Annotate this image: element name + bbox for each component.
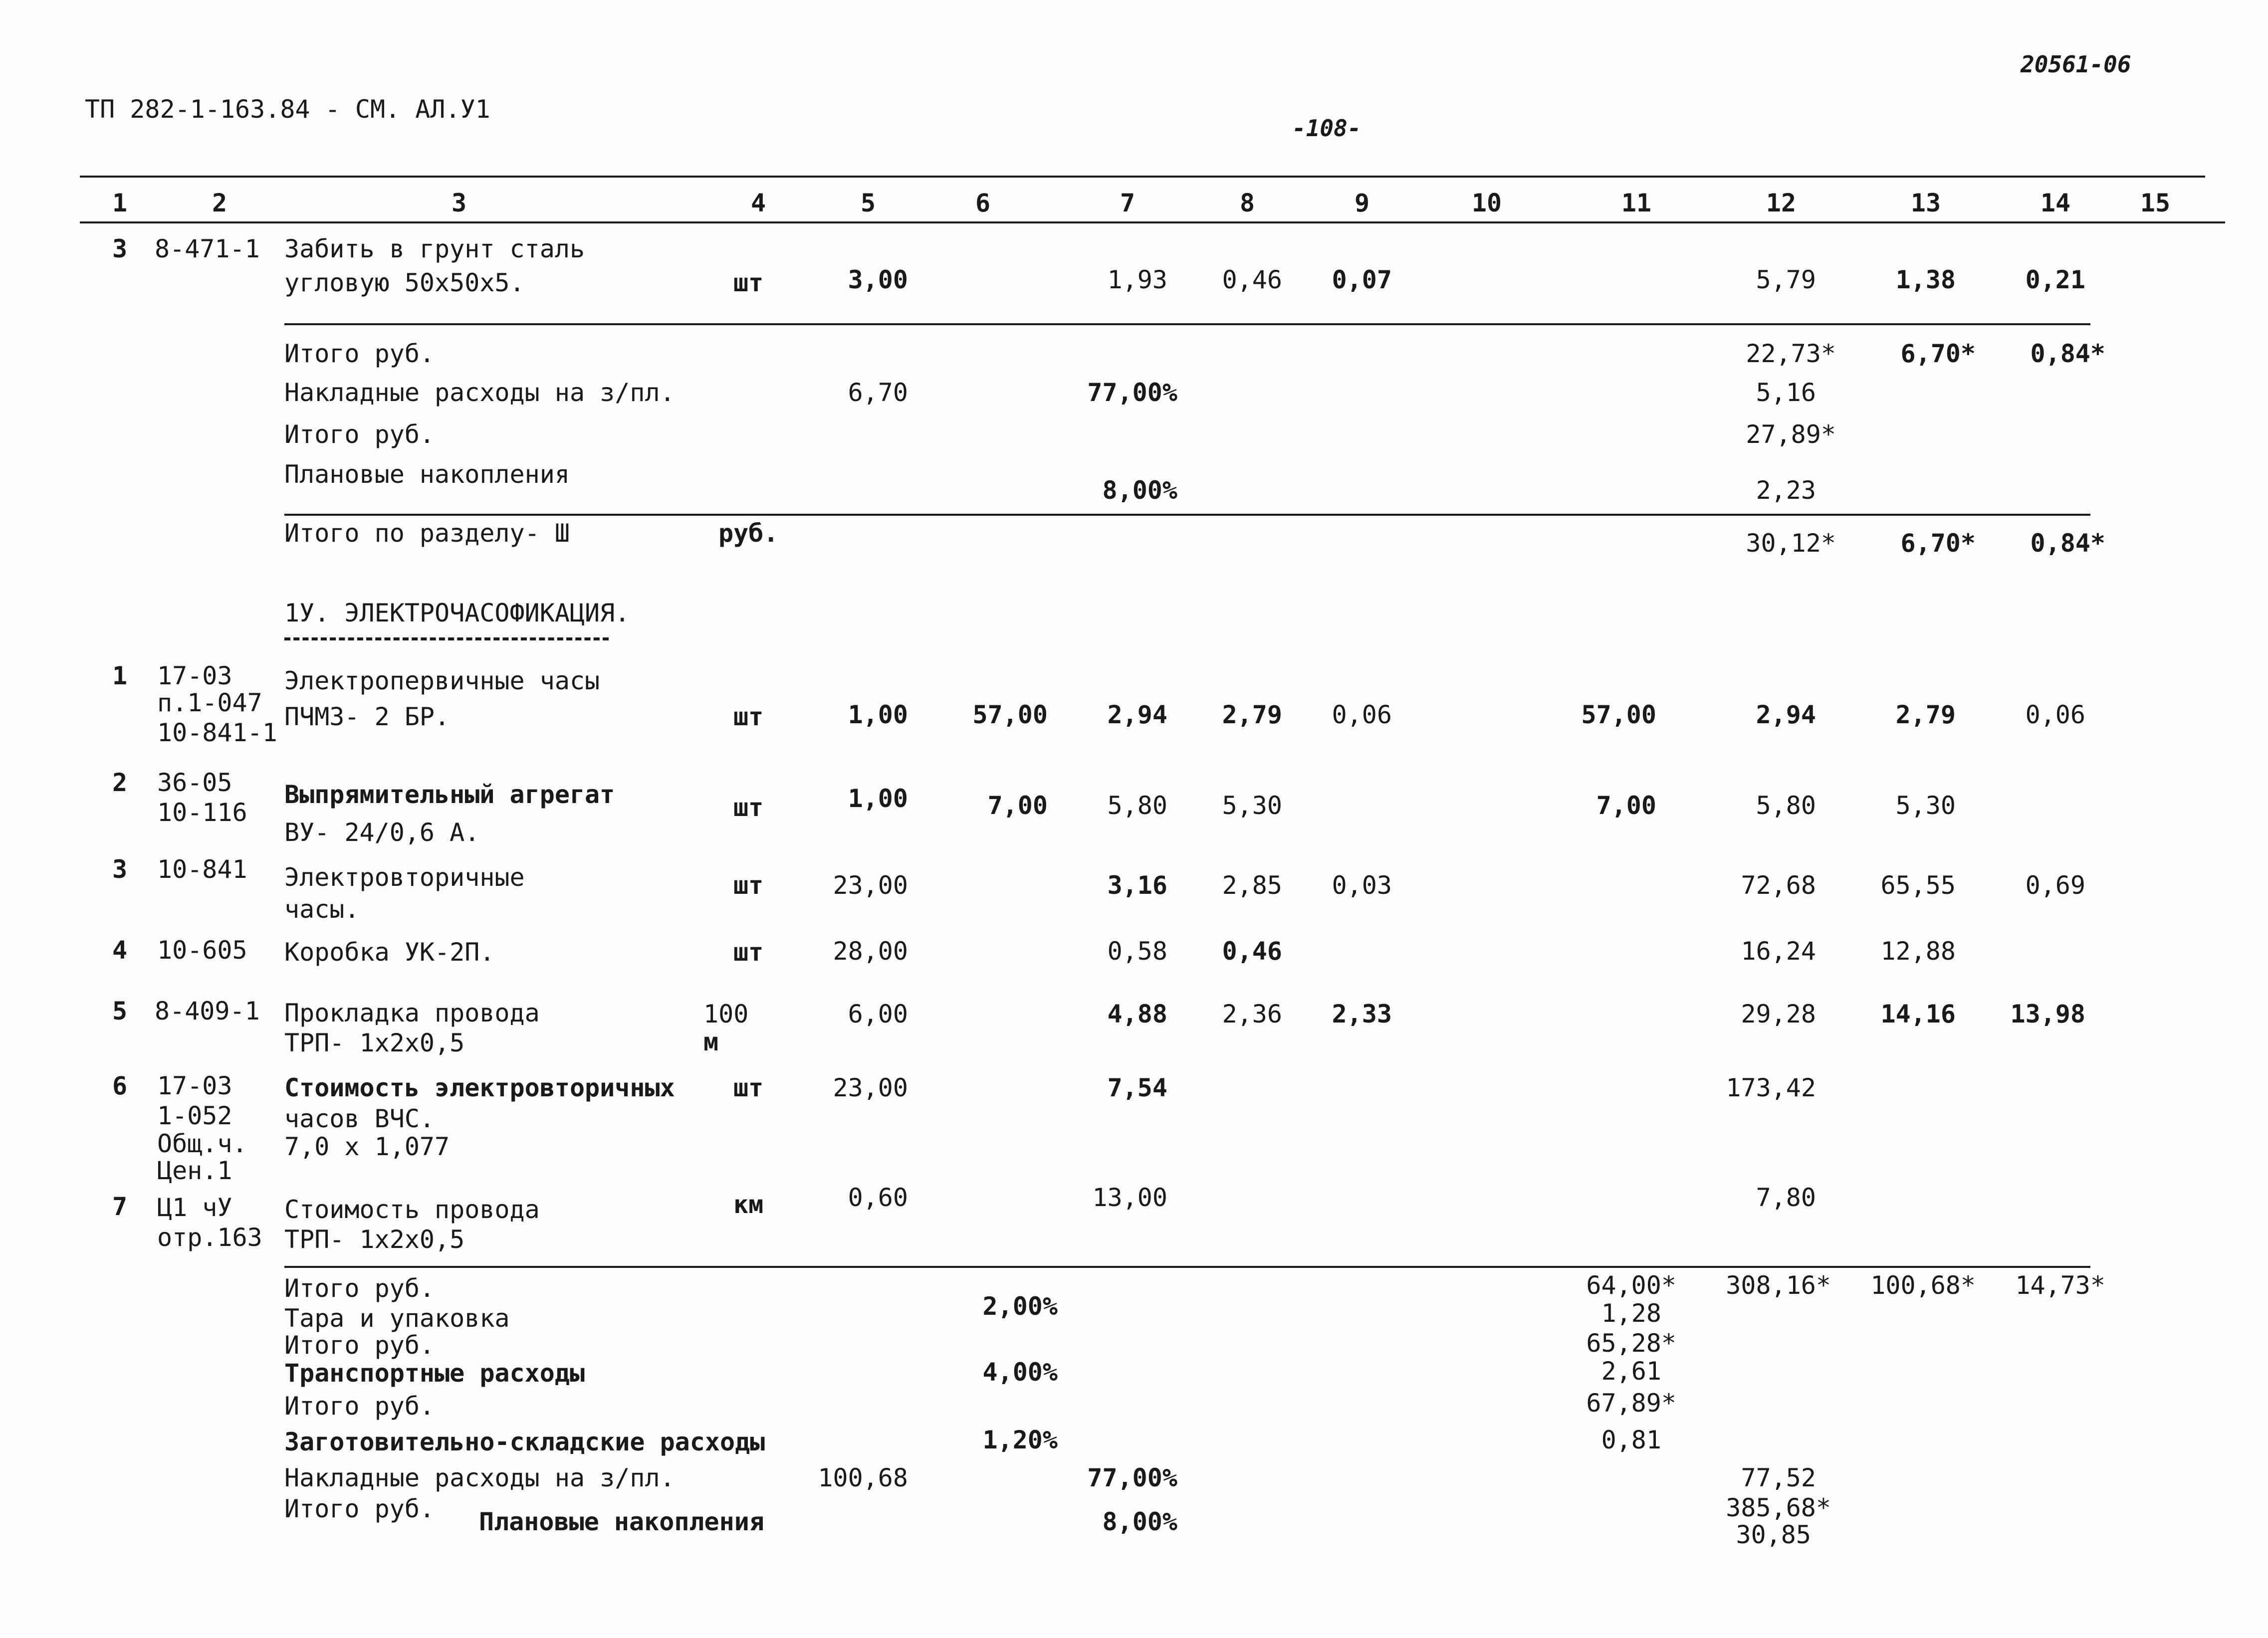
row-unit: шт <box>733 702 764 731</box>
plan-label: Плановые накопления <box>479 1507 764 1536</box>
page-number: -108- <box>1292 115 1361 142</box>
cell-12: 385,68* <box>1726 1493 1831 1522</box>
cell-12: 30,85 <box>1736 1520 1811 1549</box>
cell-6: 7,00 <box>987 791 1048 820</box>
cell-5: 3,00 <box>848 265 908 294</box>
cell-14: 0,84* <box>2030 339 2105 368</box>
cell-12: 7,80 <box>1756 1183 1816 1212</box>
col-header-11: 11 <box>1621 189 1652 217</box>
cell-9: 0,06 <box>1332 700 1392 729</box>
cell-7: 0,58 <box>1107 937 1167 966</box>
section-total-unit: руб. <box>718 519 779 548</box>
row-name: Электропервичные часы <box>284 666 600 695</box>
cell-11: 65,28* <box>1586 1329 1676 1358</box>
row-number: 3 <box>112 855 128 884</box>
overhead-label: Накладные расходы на з/пл. <box>284 1463 675 1492</box>
cell-6: 1,20% <box>982 1426 1058 1454</box>
row-code: 17-03 <box>157 1071 232 1100</box>
col-header-7: 7 <box>1120 189 1135 217</box>
row-name: часы. <box>284 895 360 924</box>
row-code: 8-409-1 <box>155 997 260 1025</box>
cell-11: 1,28 <box>1601 1299 1661 1328</box>
cell-11: 0,81 <box>1601 1426 1661 1454</box>
section-title: 1У. ЭЛЕКТРОЧАСОФИКАЦИЯ. <box>284 599 630 627</box>
inventory-number: 20561-06 <box>2021 51 2131 78</box>
document-code: ТП 282-1-163.84 - СМ. АЛ.У1 <box>85 95 490 124</box>
row-code: отр.163 <box>157 1223 262 1252</box>
row-number: 4 <box>112 936 128 965</box>
row-unit: шт <box>733 871 764 900</box>
cell-12: 77,52 <box>1741 1463 1816 1492</box>
cell-11: 64,00* <box>1586 1271 1676 1300</box>
total-label: Заготовительно-складские расходы <box>284 1428 765 1456</box>
row-name: Стоимость электровторичных <box>284 1073 675 1102</box>
total-label: Итого руб. <box>284 1331 435 1360</box>
row-code: Цен.1 <box>157 1156 232 1185</box>
cell-7: 77,00% <box>1087 378 1177 407</box>
col-header-6: 6 <box>975 189 991 217</box>
cell-14: 14,73* <box>2015 1271 2105 1300</box>
row-name: Прокладка провода <box>284 999 540 1027</box>
row-divider <box>284 1266 2090 1268</box>
section-title-underline <box>284 637 609 640</box>
cell-12: 72,68 <box>1741 871 1816 900</box>
row-name: Выпрямительный агрегат <box>284 780 615 809</box>
cell-7: 77,00% <box>1087 1463 1177 1492</box>
row-name: ТРП- 1х2х0,5 <box>284 1225 465 1254</box>
cell-7: 3,16 <box>1107 871 1167 900</box>
cell-5: 6,70 <box>848 378 908 407</box>
row-code: 36-05 <box>157 768 232 797</box>
cell-9: 0,07 <box>1332 265 1392 294</box>
row-number: 3 <box>112 234 128 263</box>
row-code: п.1-047 <box>157 688 262 717</box>
cell-13: 5,30 <box>1895 791 1956 820</box>
cell-12: 308,16* <box>1726 1271 1831 1300</box>
cell-12: 22,73* <box>1746 339 1836 368</box>
cell-5: 100,68 <box>818 1463 908 1492</box>
row-name: ТРП- 1х2х0,5 <box>284 1028 465 1057</box>
cell-7: 13,00 <box>1092 1183 1167 1212</box>
col-header-4: 4 <box>750 189 766 217</box>
total-label: Транспортные расходы <box>284 1359 585 1388</box>
row-code: 10-841 <box>157 855 247 884</box>
col-header-9: 9 <box>1354 189 1370 217</box>
row-number: 6 <box>112 1071 128 1100</box>
row-number: 1 <box>112 661 128 690</box>
row-name: Забить в грунт сталь <box>284 234 585 263</box>
cell-13: 6,70* <box>1900 339 1976 368</box>
cell-5: 1,00 <box>848 784 908 813</box>
overhead-label: Накладные расходы на з/пл. <box>284 378 675 407</box>
total-label: Итого руб. <box>284 1274 435 1303</box>
table-top-rule <box>80 176 2205 178</box>
row-divider <box>284 514 2090 516</box>
cell-5: 23,00 <box>833 871 908 900</box>
row-name: ПЧМЗ- 2 БР. <box>284 702 450 731</box>
col-header-13: 13 <box>1910 189 1941 217</box>
cell-8: 0,46 <box>1222 265 1282 294</box>
cell-12: 27,89* <box>1746 420 1836 449</box>
row-code: Общ.ч. <box>157 1129 247 1158</box>
row-code: 1-052 <box>157 1101 232 1130</box>
header-bottom-rule <box>80 221 2225 223</box>
cell-7: 1,93 <box>1107 265 1167 294</box>
total-label: Тара и упаковка <box>284 1304 510 1333</box>
col-header-15: 15 <box>2140 189 2171 217</box>
cell-9: 0,03 <box>1332 871 1392 900</box>
row-code: 10-605 <box>157 936 247 965</box>
cell-8: 2,36 <box>1222 1000 1282 1028</box>
cell-12: 5,80 <box>1756 791 1816 820</box>
cell-13: 65,55 <box>1880 871 1956 900</box>
cell-7: 8,00% <box>1102 476 1177 505</box>
cell-5: 1,00 <box>848 700 908 729</box>
row-code: 8-471-1 <box>155 234 260 263</box>
cell-14: 0,84* <box>2030 529 2105 558</box>
cell-7: 2,94 <box>1107 700 1167 729</box>
total-label: Итого руб. <box>284 1392 435 1421</box>
row-name: ВУ- 24/0,6 А. <box>284 818 480 847</box>
cell-6: 57,00 <box>972 700 1048 729</box>
cell-5: 23,00 <box>833 1073 908 1102</box>
row-unit: шт <box>733 793 764 822</box>
cell-12: 29,28 <box>1741 1000 1816 1028</box>
row-unit: км <box>733 1190 764 1219</box>
cell-12: 173,42 <box>1726 1073 1816 1102</box>
cell-8: 2,79 <box>1222 700 1282 729</box>
cell-13: 1,38 <box>1895 265 1956 294</box>
cell-14: 13,98 <box>2010 1000 2085 1028</box>
row-unit: шт <box>733 268 764 297</box>
cell-14: 0,06 <box>2025 700 2085 729</box>
cell-11: 2,61 <box>1601 1357 1661 1386</box>
cell-12: 16,24 <box>1741 937 1816 966</box>
cell-11: 67,89* <box>1586 1389 1676 1418</box>
row-number: 2 <box>112 768 128 797</box>
cell-11: 7,00 <box>1596 791 1656 820</box>
row-code: 10-116 <box>157 798 247 827</box>
cell-8: 0,46 <box>1222 937 1282 966</box>
cell-13: 12,88 <box>1880 937 1956 966</box>
col-header-12: 12 <box>1766 189 1797 217</box>
cell-6: 4,00% <box>982 1358 1058 1387</box>
row-divider <box>284 323 2090 325</box>
row-code: 10-841-1 <box>157 718 277 747</box>
row-number: 7 <box>112 1192 128 1221</box>
col-header-1: 1 <box>112 189 128 217</box>
cell-14: 0,21 <box>2025 265 2085 294</box>
col-header-2: 2 <box>212 189 227 217</box>
row-unit: шт <box>733 1073 764 1102</box>
col-header-3: 3 <box>451 189 467 217</box>
cell-12: 5,79 <box>1756 265 1816 294</box>
section-total-label: Итого по разделу- Ш <box>284 519 570 548</box>
cell-5: 6,00 <box>848 1000 908 1028</box>
cell-13: 2,79 <box>1895 700 1956 729</box>
cell-13: 100,68* <box>1870 1271 1976 1300</box>
cell-13: 6,70* <box>1900 529 1976 558</box>
total-label: Итого руб. <box>284 1494 435 1523</box>
cell-12: 2,23 <box>1756 476 1816 505</box>
cell-7: 4,88 <box>1107 1000 1167 1028</box>
row-unit: 100 <box>703 1000 749 1028</box>
plan-label: Плановые накопления <box>284 460 570 489</box>
col-header-14: 14 <box>2040 189 2071 217</box>
row-number: 5 <box>112 997 128 1025</box>
row-name: 7,0 х 1,077 <box>284 1132 450 1161</box>
cell-6: 2,00% <box>982 1292 1058 1321</box>
row-code: Ц1 чУ <box>157 1193 232 1222</box>
cell-7: 8,00% <box>1102 1507 1177 1536</box>
row-unit: м <box>703 1027 719 1056</box>
cell-7: 5,80 <box>1107 791 1167 820</box>
row-name: часов ВЧС. <box>284 1104 435 1133</box>
col-header-5: 5 <box>860 189 876 217</box>
cell-8: 2,85 <box>1222 871 1282 900</box>
col-header-8: 8 <box>1239 189 1255 217</box>
total-label: Итого руб. <box>284 339 435 368</box>
cell-14: 0,69 <box>2025 871 2085 900</box>
row-name: Электровторичные <box>284 863 525 892</box>
cell-13: 14,16 <box>1880 1000 1956 1028</box>
cell-11: 57,00 <box>1581 700 1656 729</box>
cell-9: 2,33 <box>1332 1000 1392 1028</box>
cell-12: 30,12* <box>1746 529 1836 558</box>
cell-8: 5,30 <box>1222 791 1282 820</box>
cell-7: 7,54 <box>1107 1073 1167 1102</box>
cell-12: 5,16 <box>1756 378 1816 407</box>
row-name: угловую 50х50х5. <box>284 268 525 297</box>
cell-5: 28,00 <box>833 937 908 966</box>
row-unit: шт <box>733 938 764 967</box>
cell-5: 0,60 <box>848 1183 908 1212</box>
col-header-10: 10 <box>1471 189 1502 217</box>
total-label: Итого руб. <box>284 420 435 449</box>
row-code: 17-03 <box>157 661 232 690</box>
row-name: Стоимость провода <box>284 1195 540 1224</box>
cell-12: 2,94 <box>1756 700 1816 729</box>
row-name: Коробка УК-2П. <box>284 938 495 967</box>
